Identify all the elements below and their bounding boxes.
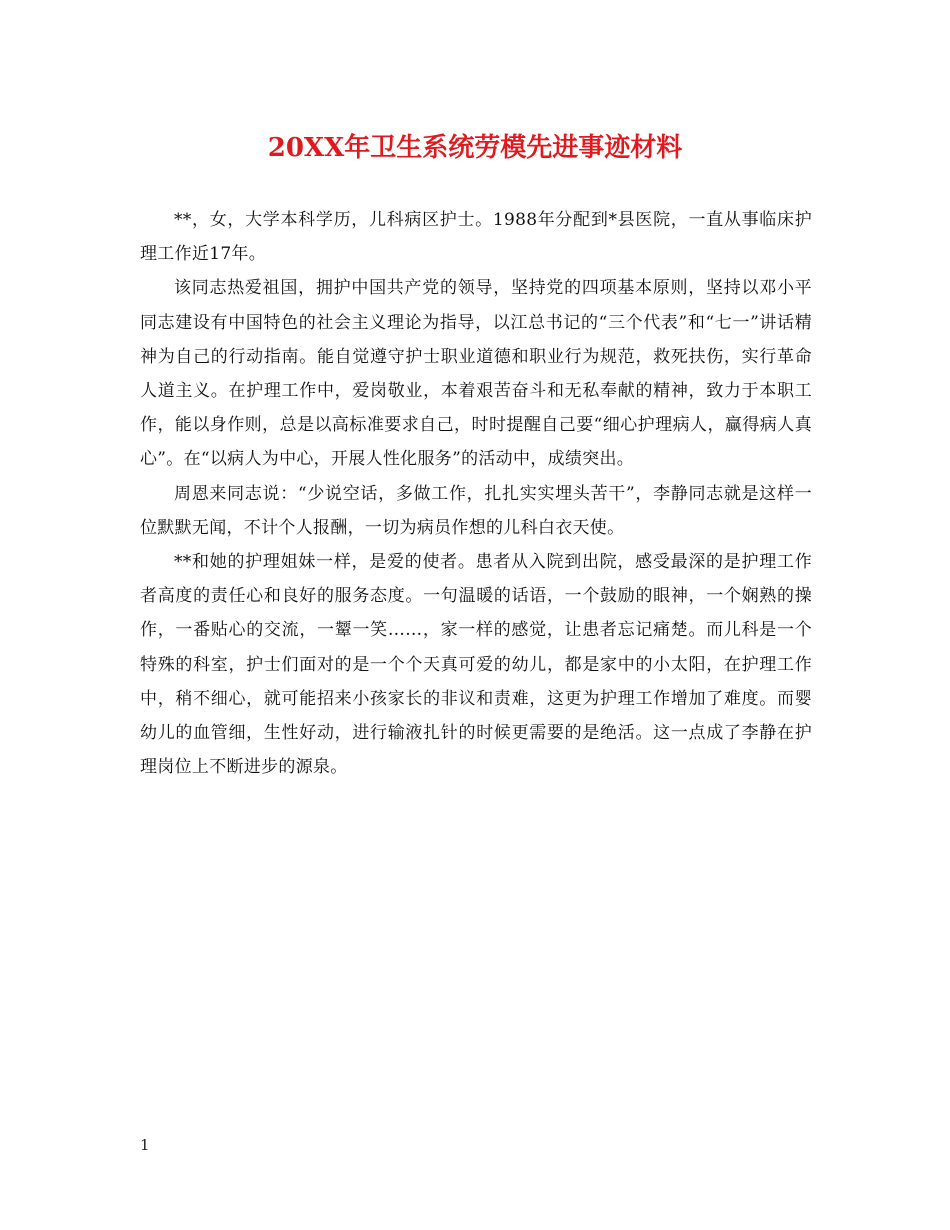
document-title: 20XX年卫生系统劳模先进事迹材料: [267, 133, 683, 163]
page-number: 1: [140, 1136, 150, 1154]
document-body: [140, 203, 812, 784]
paragraph: **和她的护理姐妹一样，是爱的使者。患者从入院到出院，感受最深的是护理工作者高度的责任心和良好的服务态度。一句温暖的话语，一个鼓励的眼神，一个娴熟的操作，一番贴心的交流，一颦一笑……，家一样的感觉，让患者忘记痛楚。而儿科是一个特殊的科室，护士们面对的是一个个天真可爱的幼儿，都是家中的小太阳，在护理工作中，稍不细心，就可能招来小孩家长的非议和责难，这更为护理工作增加了难度。而婴幼儿的血管细，生性好动，进行输液扎针的时候更需要的是绝活。这一点成了李静在护理岗位上不断进步的源泉。: [140, 552, 812, 778]
paragraph: 周恩来同志说：“少说空话，多做工作，扎扎实实埋头苦干”，李静同志就是这样一位默默无闻，不计个人报酬，一切为病员作想的儿科白衣天使。: [140, 483, 812, 538]
paragraph: 该同志热爱祖国，拥护中国共产党的领导，坚持党的四项基本原则，坚持以邓小平同志建设有中国特色的社会主义理论为指导，以江总书记的“三个代表”和“七一”讲话精神为自己的行动指南。能自觉遵守护士职业道德和职业行为规范，救死扶伤，实行革命人道主义。在护理工作中，爱岗敬业，本着艰苦奋斗和无私奉献的精神，致力于本职工作，能以身作则，总是以高标准要求自己，时时提醒自己要“细心护理病人，赢得病人真心”。在“以病人为中心，开展人性化服务”的活动中，成绩突出。: [140, 278, 812, 470]
paragraph: **，女，大学本科学历，儿科病区护士。1988年分配到*县医院，一直从事临床护理工作近17年。: [140, 210, 812, 265]
